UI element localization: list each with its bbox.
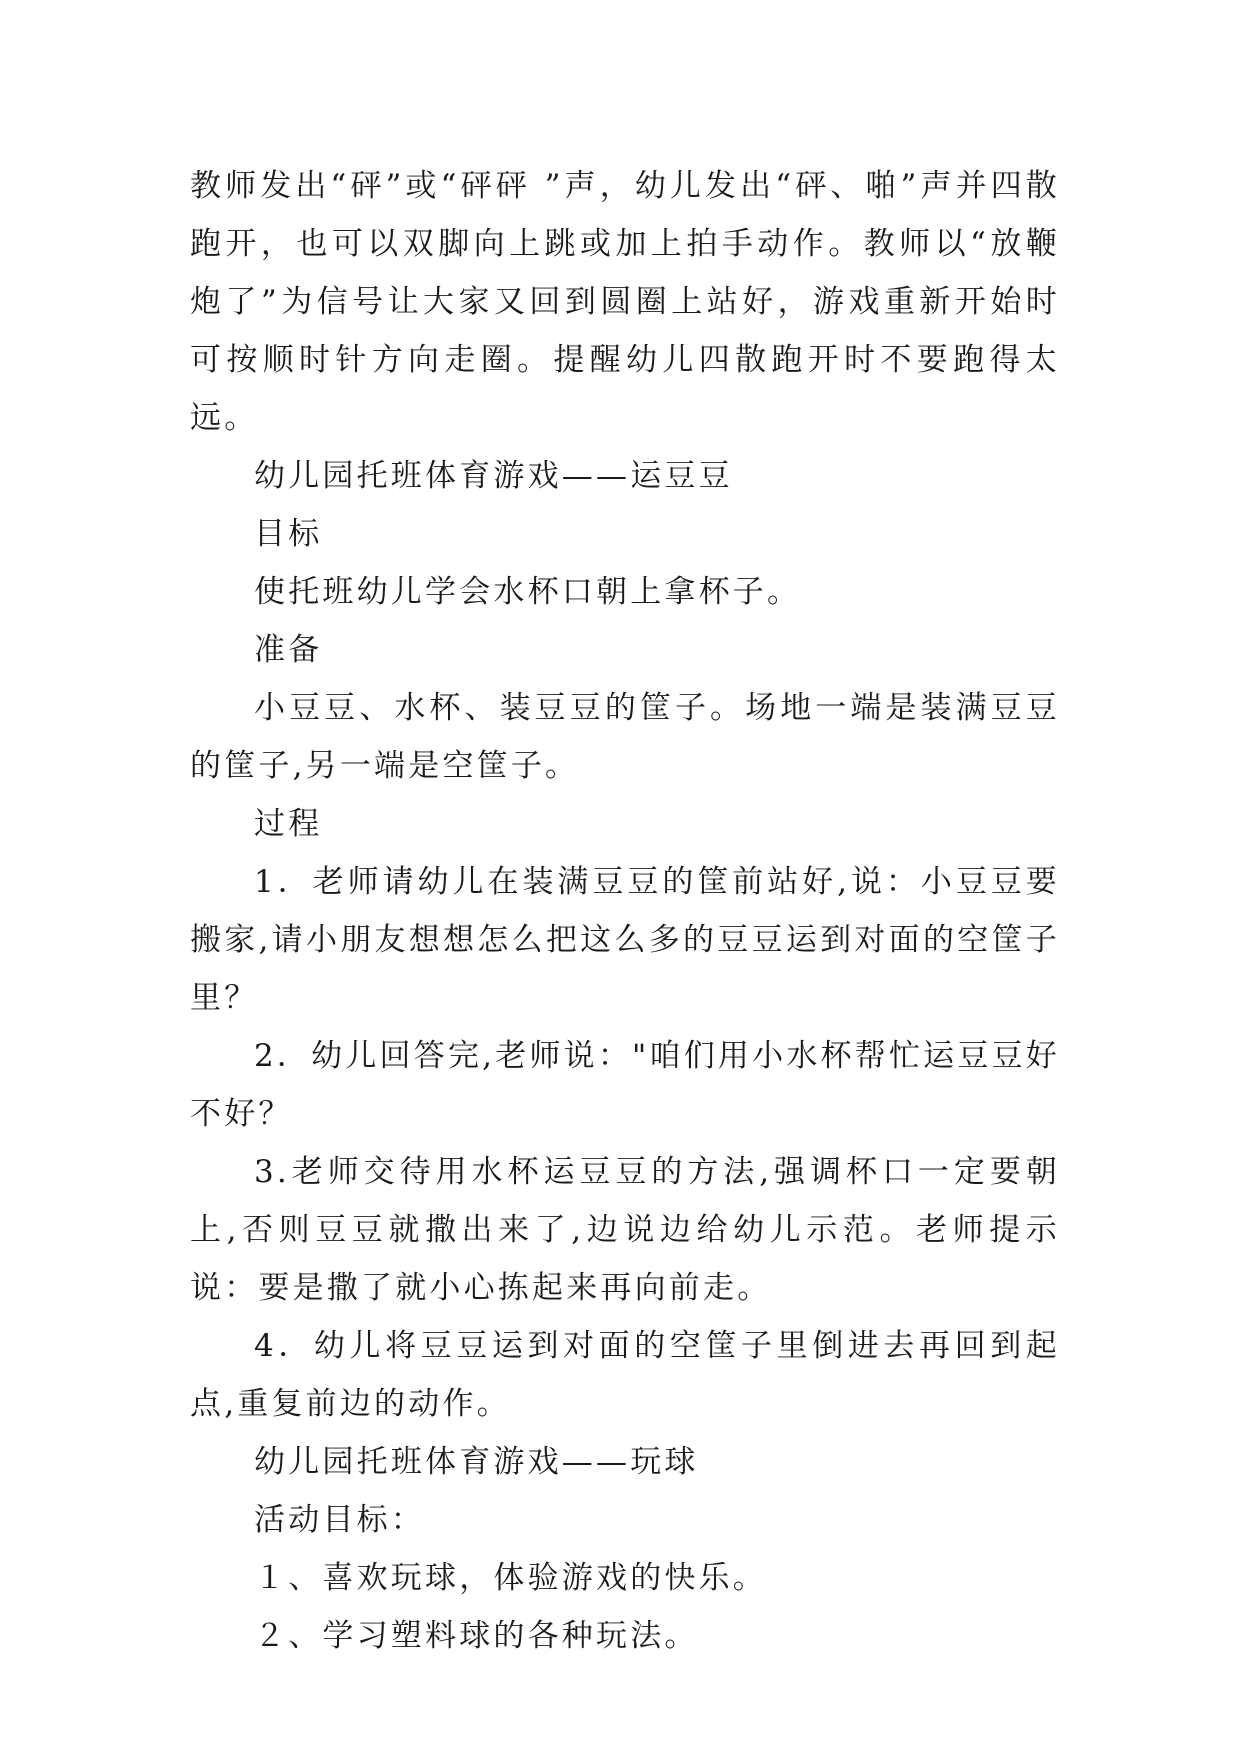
process-step-3: 3.老师交待用水杯运豆豆的方法,强调杯口一定要朝上,否则豆豆就撒出来了,边说边给幼儿示范。老师提示说：要是撒了就小心拣起来再向前走。 bbox=[190, 1154, 1060, 1306]
process-step-1: 1．老师请幼儿在装满豆豆的筐前站好,说：小豆豆要搬家,请小朋友想想怎么把这么多的豆豆运到对面的空筐子里？ bbox=[190, 864, 1060, 1016]
activity-goal-2: ２、学习塑料球的各种玩法。 bbox=[254, 1618, 699, 1654]
paragraph-firecracker-game-rules: 教师发出“砰”或“砰砰 ”声，幼儿发出“砰、啪”声并四散跑开，也可以双脚向上跳或加上拍手动作。教师以“放鞭炮了”为信号让大家又回到圆圈上站好，游戏重新开始时可按顺时针方向走圈。提醒幼儿四散跑开时不要跑得太远。 bbox=[190, 168, 1060, 436]
paragraph-goal: 使托班幼儿学会水杯口朝上拿杯子。 bbox=[254, 574, 802, 610]
process-step-4: 4．幼儿将豆豆运到对面的空筐子里倒进去再回到起点,重复前边的动作。 bbox=[190, 1328, 1060, 1422]
process-step-2: 2．幼儿回答完,老师说："咱们用小水杯帮忙运豆豆好不好？ bbox=[190, 1038, 1060, 1132]
section-title-carry-beans: 幼儿园托班体育游戏——运豆豆 bbox=[254, 458, 733, 494]
heading-process: 过程 bbox=[254, 806, 323, 842]
activity-goal-1: １、喜欢玩球，体验游戏的快乐。 bbox=[254, 1560, 767, 1596]
document-body bbox=[190, 157, 1060, 1665]
heading-goal: 目标 bbox=[254, 516, 323, 552]
paragraph-preparation: 小豆豆、水杯、装豆豆的筐子。场地一端是装满豆豆的筐子,另一端是空筐子。 bbox=[190, 690, 1060, 784]
heading-preparation: 准备 bbox=[254, 632, 323, 668]
section-title-play-ball: 幼儿园托班体育游戏——玩球 bbox=[254, 1444, 699, 1480]
heading-activity-goals: 活动目标： bbox=[254, 1502, 425, 1538]
